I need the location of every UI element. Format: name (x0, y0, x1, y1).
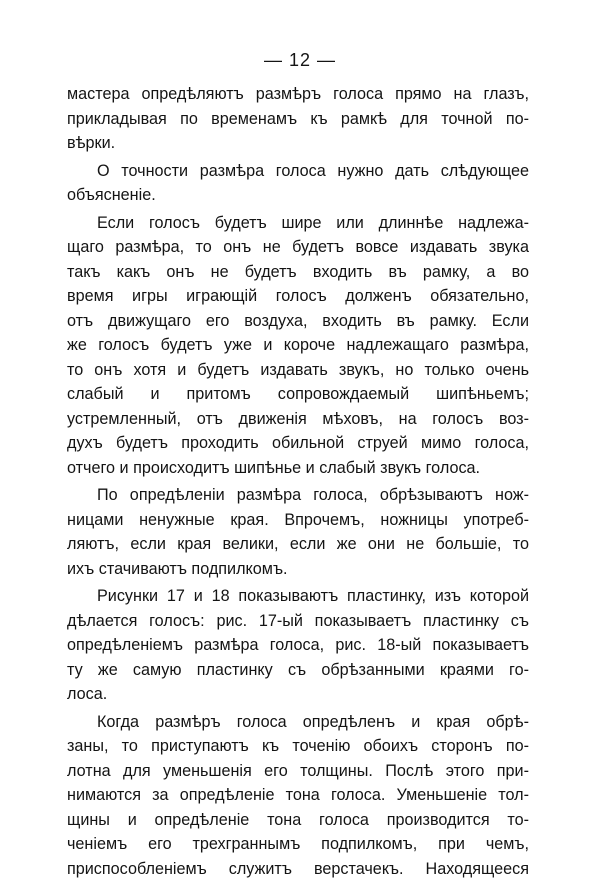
text-line: Когда размѣръ голоса опредѣленъ и края обрѣ- (67, 710, 529, 735)
text-line: лоса. (67, 682, 529, 707)
text-line: вѣрки. (67, 131, 529, 156)
paragraph (67, 483, 529, 581)
paragraph (67, 584, 529, 707)
text-line: объясненіе. (67, 183, 529, 208)
text-line: По опредѣленіи размѣра голоса, обрѣзываютъ нож- (67, 483, 529, 508)
text-line: опредѣленіемъ размѣра голоса, рис. 18-ый показываетъ (67, 633, 529, 658)
text-line: ту же самую пластинку съ обрѣзанными краями го- (67, 658, 529, 683)
text-line: О точности размѣра голоса нужно дать слѣдующее (67, 159, 529, 184)
text-line: духъ будетъ проходить обильной струей мимо голоса, (67, 431, 529, 456)
text-line: Если голосъ будетъ шире или длиннѣе надлежа- (67, 211, 529, 236)
page-number: — 12 — (0, 50, 600, 71)
text-line: мастера опредѣляютъ размѣръ голоса прямо на глазъ, (67, 82, 529, 107)
paragraph (67, 159, 529, 208)
text-line: устремленный, отъ движенія мѣховъ, на голосъ воз- (67, 407, 529, 432)
text-line: прикладывая по временамъ къ рамкѣ для точной по- (67, 107, 529, 132)
text-line: приспособленіемъ служитъ верстачекъ. Находящееся (67, 857, 529, 881)
text-line: ляютъ, если края велики, если же они не большіе, то (67, 532, 529, 557)
paragraph (67, 710, 529, 881)
text-line: то онъ хотя и будетъ издавать звукъ, но только очень (67, 358, 529, 383)
text-line: ченіемъ его трехграннымъ подпилкомъ, при чемъ, (67, 832, 529, 857)
text-line: Рисунки 17 и 18 показываютъ пластинку, изъ которой (67, 584, 529, 609)
body-text (67, 82, 529, 881)
text-line: же голосъ будетъ уже и короче надлежащаго размѣра, (67, 333, 529, 358)
paragraph (67, 82, 529, 156)
text-line: время игры играющій голосъ долженъ обязательно, (67, 284, 529, 309)
text-line: отчего и происходитъ шипѣнье и слабый звукъ голоса. (67, 456, 529, 481)
text-line: дѣлается голосъ: рис. 17-ый показываетъ пластинку съ (67, 609, 529, 634)
text-line: нимаются за опредѣленіе тона голоса. Уменьшеніе тол- (67, 783, 529, 808)
text-line: отъ движущаго его воздуха, входить въ рамку. Если (67, 309, 529, 334)
paragraph (67, 211, 529, 481)
text-line: лотна для уменьшенія его толщины. Послѣ этого при- (67, 759, 529, 784)
text-line: щаго размѣра, то онъ не будетъ вовсе издавать звука (67, 235, 529, 260)
text-line: такъ какъ онъ не будетъ входить въ рамку, а во (67, 260, 529, 285)
text-line: слабый и притомъ сопровождаемый шипѣньемъ; (67, 382, 529, 407)
text-line: заны, то приступаютъ къ точенію обоихъ сторонъ по- (67, 734, 529, 759)
text-line: щины и опредѣленіе тона голоса производится то- (67, 808, 529, 833)
text-line: ницами ненужные края. Впрочемъ, ножницы употреб- (67, 508, 529, 533)
text-line: ихъ стачиваютъ подпилкомъ. (67, 557, 529, 582)
